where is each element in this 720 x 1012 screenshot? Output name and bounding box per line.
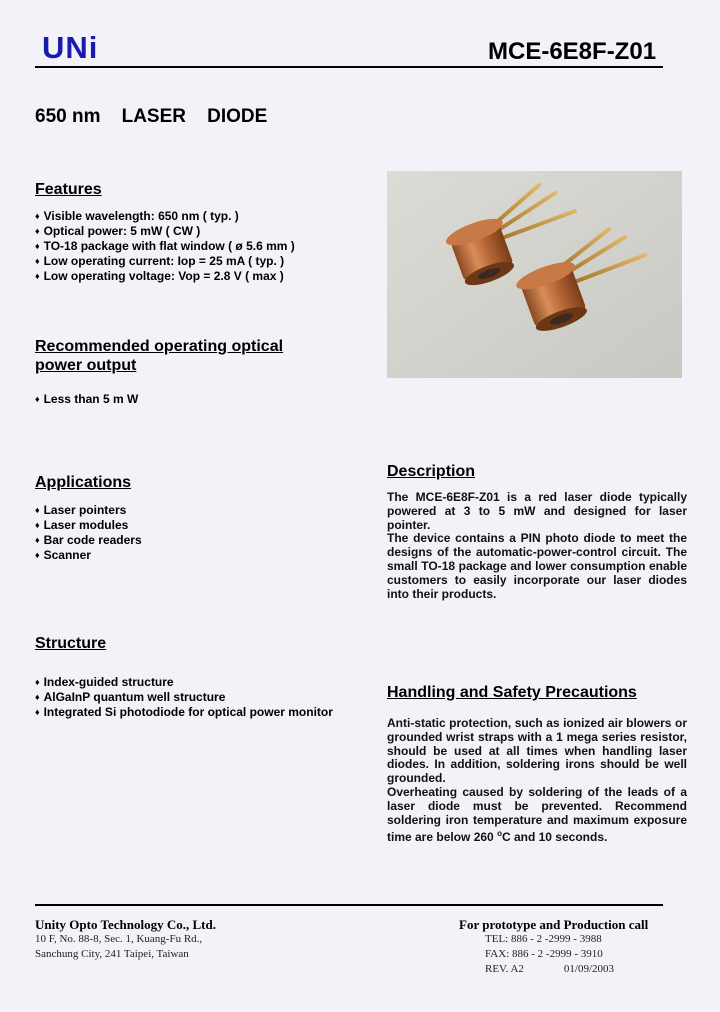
features-list — [35, 209, 295, 284]
list-item: ♦ Integrated Si photodiode for optical power monitor — [35, 705, 333, 720]
structure-list — [35, 675, 333, 720]
address-line-2: Sanchung City, 241 Taipei, Taiwan — [35, 948, 189, 960]
product-title: 650 nm LASER DIODE — [35, 106, 268, 127]
handling-title: Handling and Safety Precautions — [387, 684, 637, 701]
features-title: Features — [35, 181, 102, 198]
description-para-1: The MCE-6E8F-Z01 is a red laser diode typically powered at 3 to 5 mW and designed for laser pointer. — [387, 490, 687, 532]
contact-tel: TEL: 886 - 2 -2999 - 3988 — [485, 933, 602, 945]
degree-superscript: o — [497, 829, 502, 839]
recommended-title-line2: power output — [35, 357, 137, 374]
contact-info — [459, 917, 648, 977]
handling-para-2-text: Overheating caused by soldering of the leads of a laser diode must be prevented. Recommend soldering iron temperature and maximum exposure time are below 260 — [387, 784, 687, 845]
handling-para-1: Anti-static protection, such as ionized air blowers or grounded wrist straps with a 1 mega series resistor, should be used at all times when handling laser diodes. In addition, soldering irons should be well grounded. — [387, 716, 687, 786]
description-para-2: The device contains a PIN photo diode to meet the designs of the automatic-power-control circuit. The small TO-18 package and lower consumption enable customers to easily incorporate our laser diodes into their products. — [387, 531, 687, 601]
list-item: ♦ Low operating voltage: Vop = 2.8 V ( max ) — [35, 269, 295, 284]
revision-date: 01/09/2003 — [563, 963, 615, 975]
list-item: ♦ TO-18 package with flat window ( ø 5.6 mm ) — [35, 239, 295, 254]
company-name: Unity Opto Technology Co., Ltd. — [35, 917, 216, 932]
list-item: ♦ Bar code readers — [35, 533, 142, 548]
logo-text: UNi — [42, 30, 99, 65]
description-body — [387, 491, 687, 601]
recommended-title-line1: Recommended operating optical — [35, 338, 284, 355]
product-photo — [387, 171, 682, 378]
list-item: ♦ AlGaInP quantum well structure — [35, 690, 333, 705]
applications-list — [35, 503, 142, 563]
footer-divider — [35, 904, 663, 906]
recommended-title — [35, 337, 283, 375]
contact-title: For prototype and Production call — [459, 917, 649, 932]
list-item: ♦ Laser modules — [35, 518, 142, 533]
list-item: ♦ Less than 5 m W — [35, 392, 138, 407]
description-title: Description — [387, 463, 476, 480]
list-item: ♦ Index-guided structure — [35, 675, 333, 690]
applications-title: Applications — [35, 474, 132, 491]
header-divider — [35, 66, 663, 68]
model-number: MCE-6E8F-Z01 — [488, 38, 657, 65]
contact-fax: FAX: 886 - 2 -2999 - 3910 — [485, 948, 603, 960]
revision-line — [459, 962, 648, 977]
handling-para-2-end: C and 10 seconds. — [501, 830, 608, 845]
list-item: ♦ Optical power: 5 mW ( CW ) — [35, 224, 295, 239]
company-info — [35, 917, 216, 962]
structure-title: Structure — [35, 635, 107, 652]
handling-body — [387, 717, 687, 845]
address-line-1: 10 F, No. 88-8, Sec. 1, Kuang-Fu Rd., — [35, 933, 203, 945]
revision: REV. A2 — [485, 963, 524, 975]
list-item: ♦ Low operating current: Iop = 25 mA ( typ. ) — [35, 254, 295, 269]
company-logo — [42, 30, 98, 66]
handling-para-2 — [387, 786, 687, 845]
list-item: ♦ Scanner — [35, 548, 142, 563]
list-item: ♦ Laser pointers — [35, 503, 142, 518]
laser-diode-photo — [387, 171, 682, 378]
recommended-list — [35, 392, 138, 407]
list-item: ♦ Visible wavelength: 650 nm ( typ. ) — [35, 209, 295, 224]
